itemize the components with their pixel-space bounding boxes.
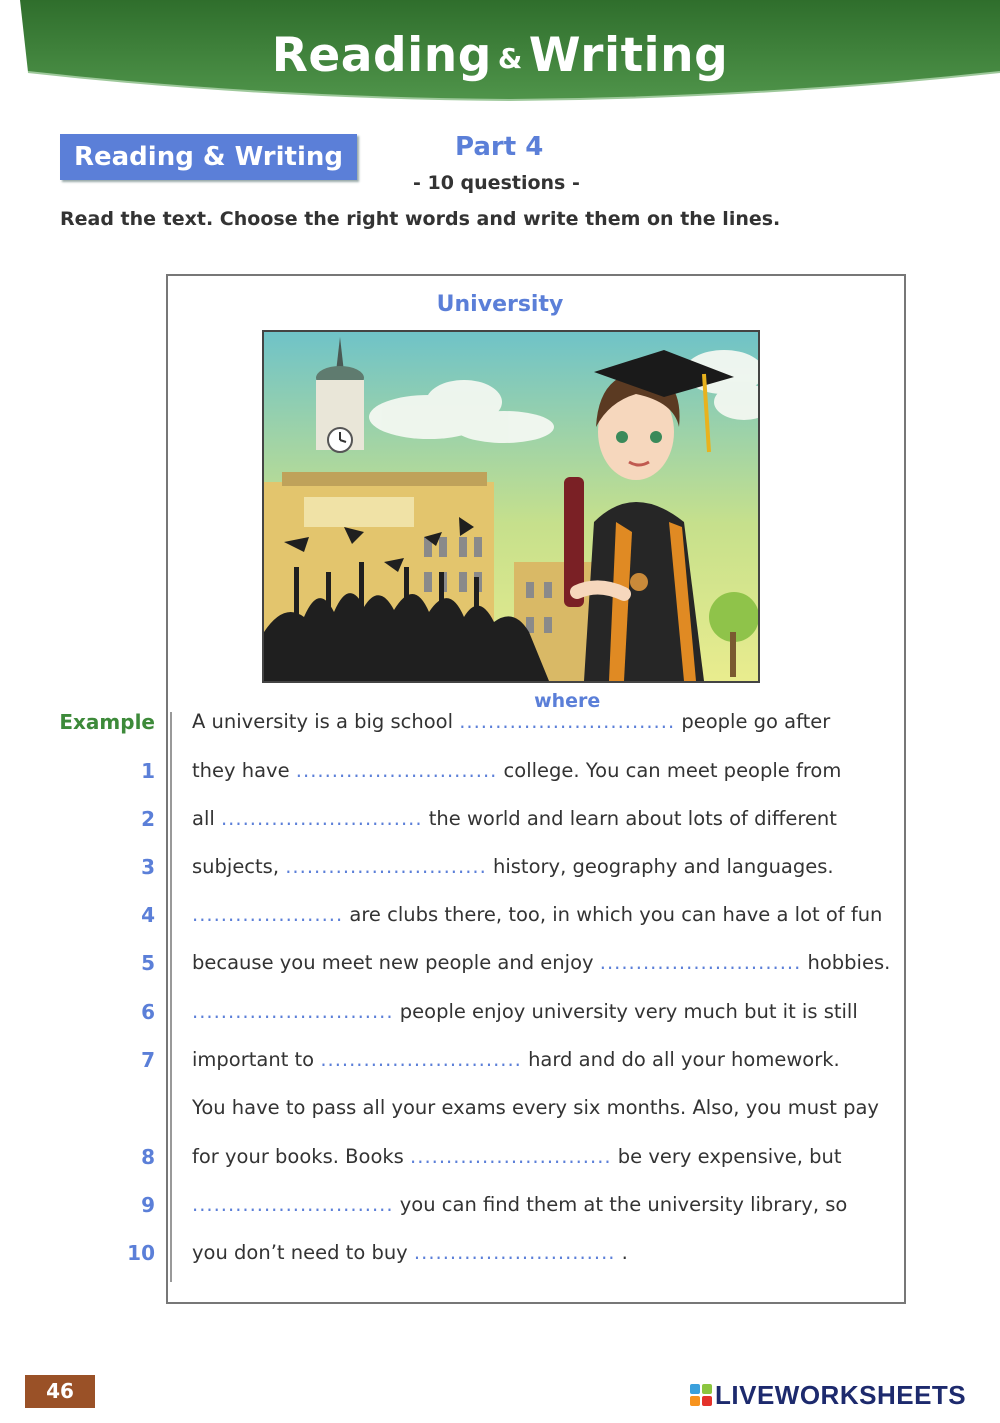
text-line <box>192 855 834 878</box>
blank-dots: ............................ <box>410 1145 612 1168</box>
text-row <box>0 1000 1000 1030</box>
text-after-blank: history, geography and languages. <box>486 855 834 878</box>
text-row <box>0 951 1000 981</box>
text-line <box>192 759 841 782</box>
logo-text: LIVEWORKSHEETS <box>715 1379 967 1410</box>
text-after-blank: people enjoy university very much but it is still <box>393 1000 858 1023</box>
text-title: University <box>436 292 564 317</box>
blank-dots: ............................ <box>413 1241 616 1264</box>
text-after-blank: hobbies. <box>801 951 891 974</box>
answer-blank[interactable] <box>192 1193 394 1216</box>
text-before-blank: subjects, <box>192 855 286 878</box>
question-number: 3 <box>141 855 155 879</box>
text-after-blank: college. You can meet people from <box>497 759 842 782</box>
text-line <box>192 807 837 830</box>
text-after-blank: be very expensive, but <box>611 1145 842 1168</box>
banner-title: Reading & Writing <box>271 28 729 83</box>
instruction-text: Read the text. Choose the right words and write them on the lines. <box>60 208 781 230</box>
text-before-blank: A university is a big school <box>192 710 460 733</box>
text-after-blank: people go after <box>675 710 831 733</box>
text-before-blank: because you meet new people and enjoy <box>192 951 600 974</box>
blank-dots: ............................ <box>320 1048 522 1071</box>
text-after-blank: . <box>615 1241 628 1264</box>
question-number: 6 <box>141 1000 155 1024</box>
question-number: 4 <box>141 903 155 927</box>
text-row <box>0 1096 1000 1126</box>
question-number: 1 <box>141 759 155 783</box>
example-label: Example <box>59 710 155 734</box>
blank-dots: .............................. <box>459 710 676 733</box>
blank-dots: ............................ <box>295 759 498 782</box>
text-after-blank: the world and learn about lots of different <box>422 807 837 830</box>
answer-blank[interactable] <box>600 951 802 974</box>
text-line <box>192 1048 840 1071</box>
text-before-blank: all <box>192 807 221 830</box>
answer-blank[interactable] <box>192 1000 394 1023</box>
blank-dots: ............................ <box>192 1193 394 1216</box>
blank-dots: ............................ <box>599 951 802 974</box>
blank-dots: ............................ <box>192 1000 394 1023</box>
answer-blank[interactable] <box>414 1241 616 1264</box>
text-line <box>192 1000 858 1023</box>
text-after-blank: are clubs there, too, in which you can have a lot of fun <box>343 903 883 926</box>
answer-blank[interactable] <box>296 759 498 782</box>
example-row <box>0 690 1000 740</box>
section-tag: Reading & Writing <box>60 134 357 180</box>
part-subtitle: - 10 questions - <box>413 172 580 194</box>
example-answer: where <box>534 690 601 712</box>
question-number: 2 <box>141 807 155 831</box>
answer-blank[interactable] <box>320 1048 522 1071</box>
text-row <box>0 759 1000 789</box>
text-line <box>192 951 890 974</box>
text-before-blank: for your books. Books <box>192 1145 411 1168</box>
text-row <box>0 807 1000 837</box>
answer-blank[interactable] <box>192 903 343 926</box>
graduation-illustration <box>262 330 760 683</box>
answer-blank[interactable] <box>285 855 487 878</box>
liveworksheets-logo <box>690 1380 966 1410</box>
question-number: 5 <box>141 951 155 975</box>
text-row <box>0 1145 1000 1175</box>
text-before-blank: you don’t need to buy <box>192 1241 414 1264</box>
text-before-blank: You have to pass all your exams every six months. Also, you must pay <box>192 1096 879 1119</box>
text-line <box>192 1193 847 1216</box>
part-title: Part 4 <box>455 132 544 162</box>
question-number: 9 <box>141 1193 155 1217</box>
text-row <box>0 1241 1000 1271</box>
text-row <box>0 1193 1000 1223</box>
text-row <box>0 855 1000 885</box>
header-banner <box>0 0 1000 115</box>
answer-blank[interactable] <box>221 807 423 830</box>
question-number: 7 <box>141 1048 155 1072</box>
text-after-blank: you can find them at the university library, so <box>393 1193 848 1216</box>
question-number: 8 <box>141 1145 155 1169</box>
graduation-image <box>264 332 758 681</box>
text-line <box>192 690 831 733</box>
text-line <box>192 1096 879 1119</box>
logo-icon <box>690 1384 712 1406</box>
text-line <box>192 903 882 926</box>
blank-dots: ............................ <box>220 807 423 830</box>
answer-blank[interactable] <box>410 1145 612 1168</box>
text-before-blank: important to <box>192 1048 321 1071</box>
text-before-blank: they have <box>192 759 296 782</box>
text-line <box>192 1241 628 1264</box>
example-answer-blank <box>459 690 676 733</box>
text-line <box>192 1145 842 1168</box>
blank-dots: ..................... <box>192 903 344 926</box>
page-number: 46 <box>25 1375 95 1408</box>
text-row <box>0 903 1000 933</box>
text-row <box>0 1048 1000 1078</box>
question-number: 10 <box>127 1241 155 1265</box>
blank-dots: ............................ <box>285 855 487 878</box>
text-after-blank: hard and do all your homework. <box>521 1048 840 1071</box>
